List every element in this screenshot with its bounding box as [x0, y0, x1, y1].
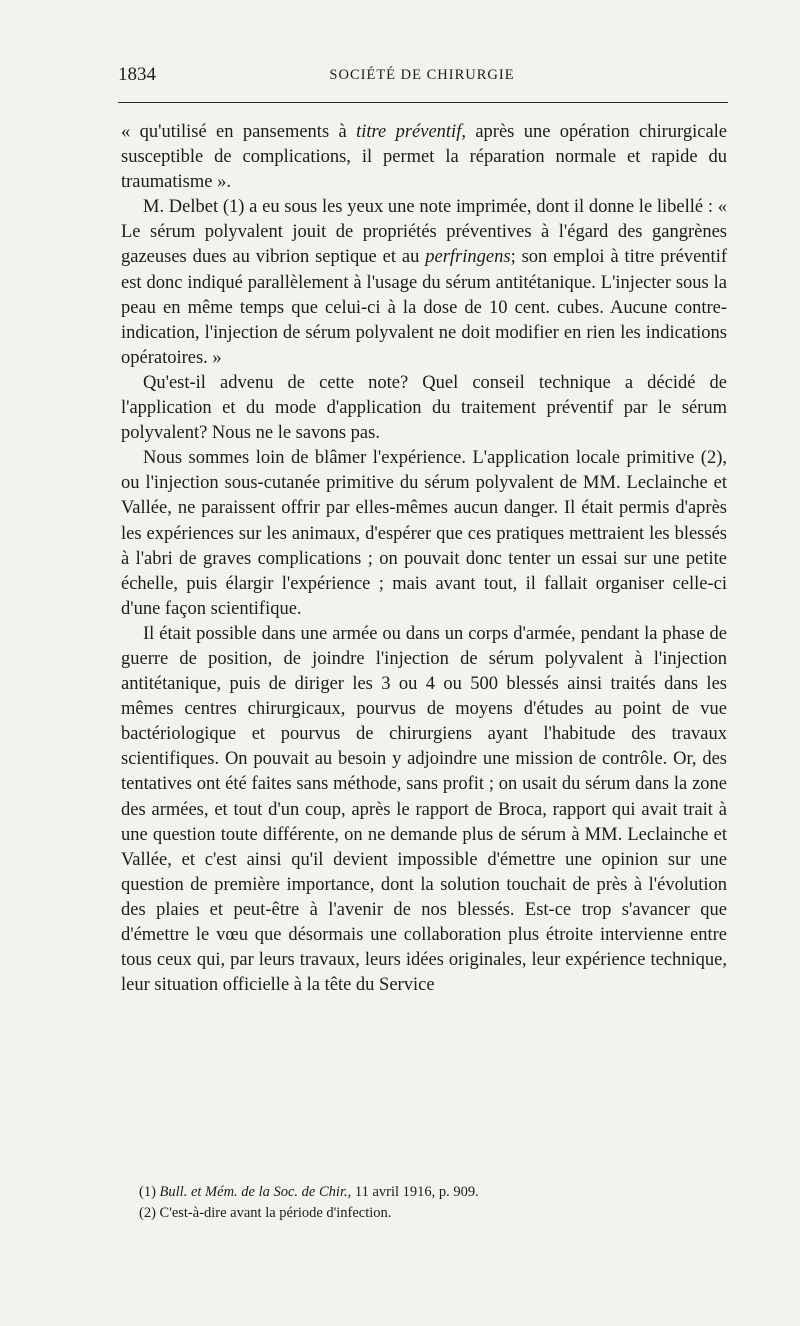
page-number: 1834 — [118, 64, 156, 85]
italic-phrase: titre préventif — [356, 122, 462, 142]
footnotes — [121, 1182, 727, 1224]
paragraph-5: Il était possible dans une armée ou dans un corps d'armée, pendant la phase de guerre de position, de joindre l'injection de sérum polyvalent à l'injection antitétanique, puis de diriger les 3 ou 4 ou 500 blessés ainsi traités dans les mêmes centres chirurgicaux, pourvus de moyens d'études au point de vue bactériologique et pourvus de chirurgiens ayant l'habitude des travaux scientifiques. On pouvait au besoin y adjoindre une mission de contrôle. Or, des tentatives ont été faites sans méthode, sans profit ; on usait du sérum dans la zone des armées, et tout d'un coup, après le rapport de Broca, rapport qui avait trait à une question toute différente, on ne demande plus de sérum à MM. Leclainche et Vallée, et c'est ainsi qu'il devient impossible d'émettre une opinion sur une question de première importance, dont la solution touchait de près à l'évolution des plaies et peut-être à l'avenir de nos blessés. Est-ce trop s'avancer que d'émettre le vœu que désormais une collaboration plus étroite intervienne entre tous ceux qui, par leurs travaux, leurs idées originales, leur expérience technique, leur situation officielle à la tête du Service — [121, 623, 727, 996]
running-title: SOCIÉTÉ DE CHIRURGIE — [329, 67, 515, 83]
footnote-1: (1) Bull. et Mém. de la Soc. de Chir., 11 avril 1916, p. 909. — [139, 1184, 479, 1200]
paragraph-1: « qu'utilisé en pansements à titre préventif, après une opération chirurgicale susceptible de complications, il permet la réparation normale et rapide du traumatisme ». — [121, 122, 728, 193]
italic-term: perfringens — [425, 247, 511, 268]
paragraph-3: Qu'est-il advenu de cette note? Quel conseil technique a décidé de l'application et du mode d'application du traitement préventif par le sérum polyvalent? Nous ne le savons pas. — [121, 372, 727, 444]
page-header — [118, 64, 726, 88]
paragraph-2: M. Delbet (1) a eu sous les yeux une note imprimée, dont il donne le libellé : « Le sérum polyvalent jouit de propriétés préventives à l'égard des gangrènes gazeuses dues au vibrion septique et au perfringens; son emploi à titre préventif est donc indiqué parallèlement à l'usage du sérum antitétanique. L'injecter sous la peau en même temps que celui-ci à la dose de 10 cent. cubes. Aucune contre-indication, l'injection de sérum polyvalent ne doit modifier en rien les indications opératoires. » — [121, 197, 727, 368]
footnote-2: (2) C'est-à-dire avant la période d'infection. — [139, 1205, 392, 1221]
paragraph-4: Nous sommes loin de blâmer l'expérience. L'application locale primitive (2), ou l'injection sous-cutanée primitive du sérum polyvalent de MM. Leclainche et Vallée, ne paraissent offrir par elles-mêmes aucun danger. Il était permis d'après les expériences sur les animaux, d'espérer que ces pratiques mettraient les blessés à l'abri de graves complications ; on pouvait donc tenter un essai sur une petite échelle, puis élargir l'expérience ; mais avant tout, il fallait organiser celle-ci d'une façon scientifique. — [121, 448, 727, 619]
footnote-citation: Bull. et Mém. de la Soc. de Chir. — [159, 1184, 348, 1200]
header-rule — [118, 102, 728, 103]
body-text — [121, 120, 727, 998]
